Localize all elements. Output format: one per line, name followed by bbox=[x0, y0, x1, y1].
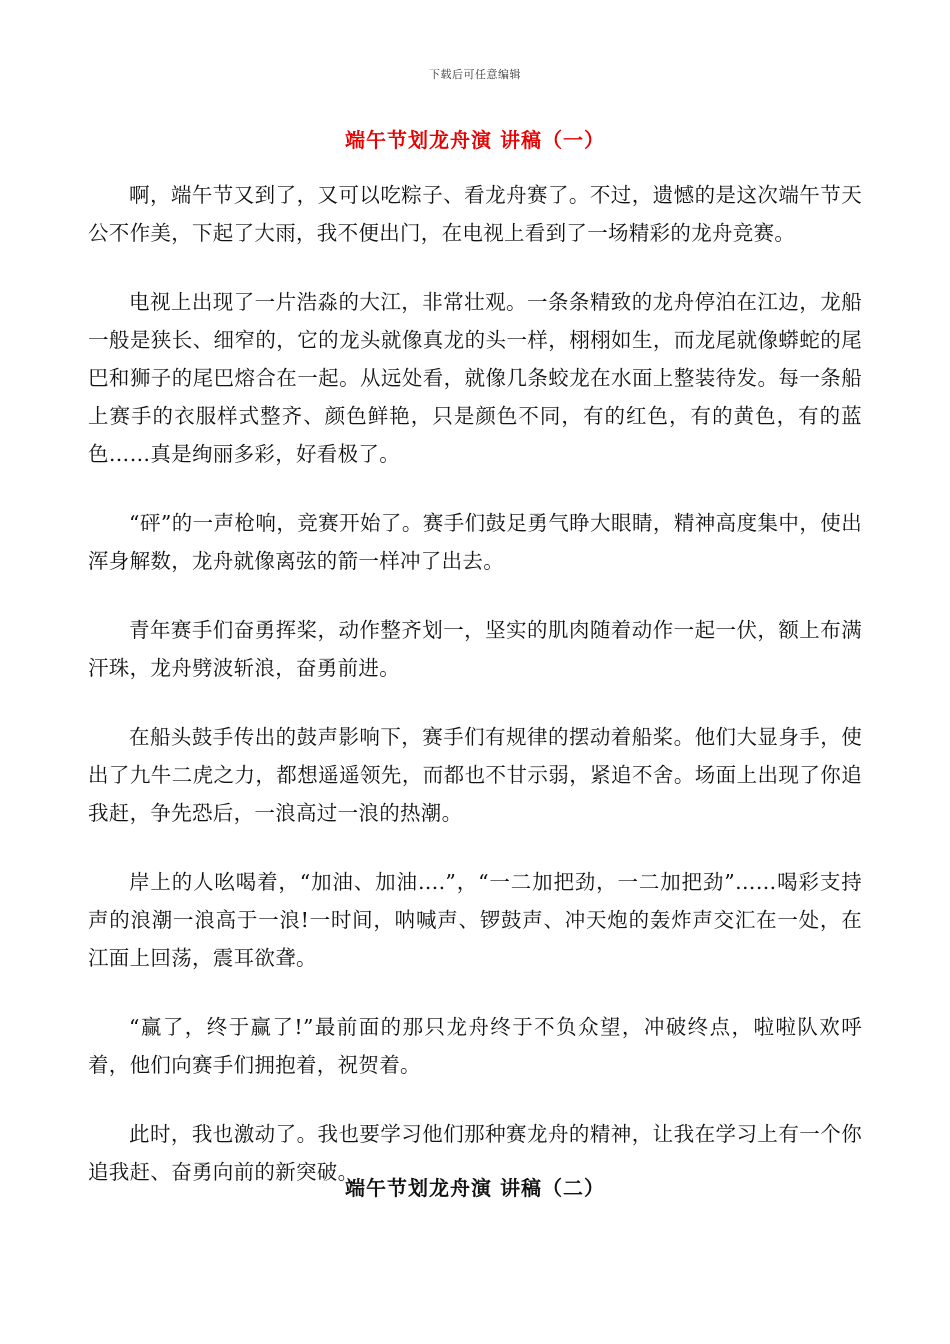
article-1-title: 端午节划龙舟演 讲稿（一） bbox=[345, 128, 605, 152]
paragraph: 岸上的人吆喝着，“加油、加油….”，“一二加把劲，一二加把劲”……喝彩支持声的浪潮一浪高于一浪!一时间，呐喊声、锣鼓声、冲天炮的轰炸声交汇在一处，在江面上回荡，震耳欲聋。 bbox=[88, 870, 862, 970]
paragraph: 在船头鼓手传出的鼓声影响下，赛手们有规律的摆动着船桨。他们大显身手，使出了九牛二虎之力，都想遥遥领先，而都也不甘示弱，紧追不舍。场面上出现了你追我赶，争先恐后，一浪高过一浪的热潮。 bbox=[88, 725, 862, 825]
article-2-title: 端午节划龙舟演 讲稿（二） bbox=[345, 1176, 605, 1200]
paragraph: “砰”的一声枪响，竞赛开始了。赛手们鼓足勇气睁大眼睛，精神高度集中，使出浑身解数，龙舟就像离弦的箭一样冲了出去。 bbox=[88, 511, 862, 573]
paragraph: 啊，端午节又到了，又可以吃粽子、看龙舟赛了。不过，遗憾的是这次端午节天公不作美，下起了大雨，我不便出门，在电视上看到了一场精彩的龙舟竞赛。 bbox=[88, 183, 862, 245]
paragraph: 青年赛手们奋勇挥桨，动作整齐划一，坚实的肌肉随着动作一起一伏，额上布满汗珠，龙舟劈波斩浪，奋勇前进。 bbox=[88, 618, 862, 680]
paragraph: 此时，我也激动了。我也要学习他们那种赛龙舟的精神，让我在学习上有一个你追我赶、奋勇向前的新突破。 bbox=[88, 1122, 862, 1184]
paragraph: 电视上出现了一片浩淼的大江，非常壮观。一条条精致的龙舟停泊在江边，龙船一般是狭长、细窄的，它的龙头就像真龙的头一样，栩栩如生，而龙尾就像蟒蛇的尾巴和狮子的尾巴熔合在一起。从远处看，就像几条蛟龙在水面上整装待发。每一条船上赛手的衣服样式整齐、颜色鲜艳，只是颜色不同，有的红色，有的黄色，有的蓝色……真是绚丽多彩，好看极了。 bbox=[88, 290, 862, 466]
article-1-body bbox=[88, 176, 862, 1222]
header-note: 下载后可任意编辑 bbox=[429, 68, 521, 81]
paragraph: “赢了，终于赢了!”最前面的那只龙舟终于不负众望，冲破终点，啦啦队欢呼着，他们向赛手们拥抱着，祝贺着。 bbox=[88, 1015, 862, 1077]
